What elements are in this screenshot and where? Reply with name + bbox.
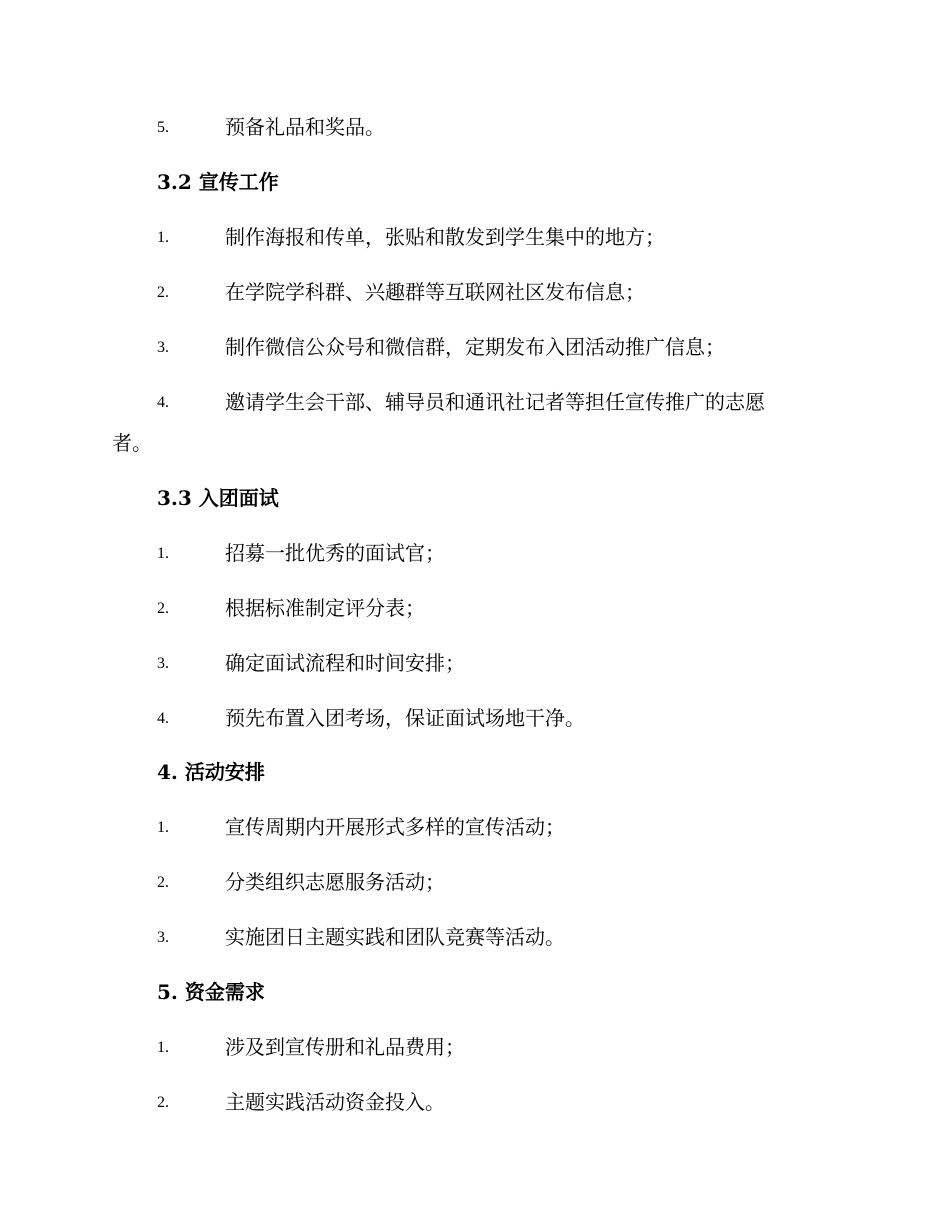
list-text: 制作微信公众号和微信群，定期发布入团活动推广信息； (225, 335, 725, 359)
list-item (0, 1032, 950, 1062)
section-heading-text: 3.2 宣传工作 (157, 170, 279, 194)
list-text: 根据标准制定评分表； (225, 596, 425, 620)
section-heading-text: 3.3 入团面试 (157, 486, 279, 510)
list-text: 邀请学生会干部、辅导员和通讯社记者等担任宣传推广的志愿 (225, 390, 765, 414)
list-item (0, 222, 950, 252)
list-item (0, 1087, 950, 1117)
list-item (0, 922, 950, 952)
list-item (0, 387, 950, 417)
list-item (0, 332, 950, 362)
section-heading (0, 977, 950, 1007)
section-heading (0, 483, 950, 513)
section-heading-text: 5. 资金需求 (157, 980, 265, 1004)
list-item (0, 538, 950, 568)
list-number: 2. (157, 1094, 169, 1111)
list-number: 1. (157, 819, 169, 836)
list-text: 预备礼品和奖品。 (225, 115, 385, 139)
list-number: 1. (157, 229, 169, 246)
list-number: 1. (157, 545, 169, 562)
section-heading (0, 167, 950, 197)
list-number: 2. (157, 284, 169, 301)
list-item (0, 593, 950, 623)
list-number: 3. (157, 929, 169, 946)
list-number: 3. (157, 655, 169, 672)
list-item (0, 112, 950, 142)
list-text: 实施团日主题实践和团队竞赛等活动。 (225, 925, 565, 949)
list-number: 4. (157, 710, 169, 727)
list-text: 确定面试流程和时间安排； (225, 651, 465, 675)
section-heading (0, 757, 950, 787)
section-heading-text: 4. 活动安排 (157, 760, 265, 784)
list-item (0, 648, 950, 678)
list-text: 招募一批优秀的面试官； (225, 541, 445, 565)
list-text: 涉及到宣传册和礼品费用； (225, 1035, 465, 1059)
list-item (0, 703, 950, 733)
list-text: 预先布置入团考场，保证面试场地干净。 (225, 706, 585, 730)
list-text: 宣传周期内开展形式多样的宣传活动； (225, 815, 565, 839)
list-item (0, 812, 950, 842)
list-number: 3. (157, 339, 169, 356)
list-number: 2. (157, 600, 169, 617)
list-text: 主题实践活动资金投入。 (225, 1090, 445, 1114)
list-number: 1. (157, 1039, 169, 1056)
list-item (0, 277, 950, 307)
list-number: 4. (157, 394, 169, 411)
list-text: 制作海报和传单，张贴和散发到学生集中的地方； (225, 225, 665, 249)
list-text: 在学院学科群、兴趣群等互联网社区发布信息； (225, 280, 645, 304)
list-text: 分类组织志愿服务活动； (225, 870, 445, 894)
list-number: 5. (157, 119, 169, 136)
list-item-continuation (0, 428, 950, 458)
list-number: 2. (157, 874, 169, 891)
list-item (0, 867, 950, 897)
list-text-continuation: 者。 (112, 431, 152, 455)
